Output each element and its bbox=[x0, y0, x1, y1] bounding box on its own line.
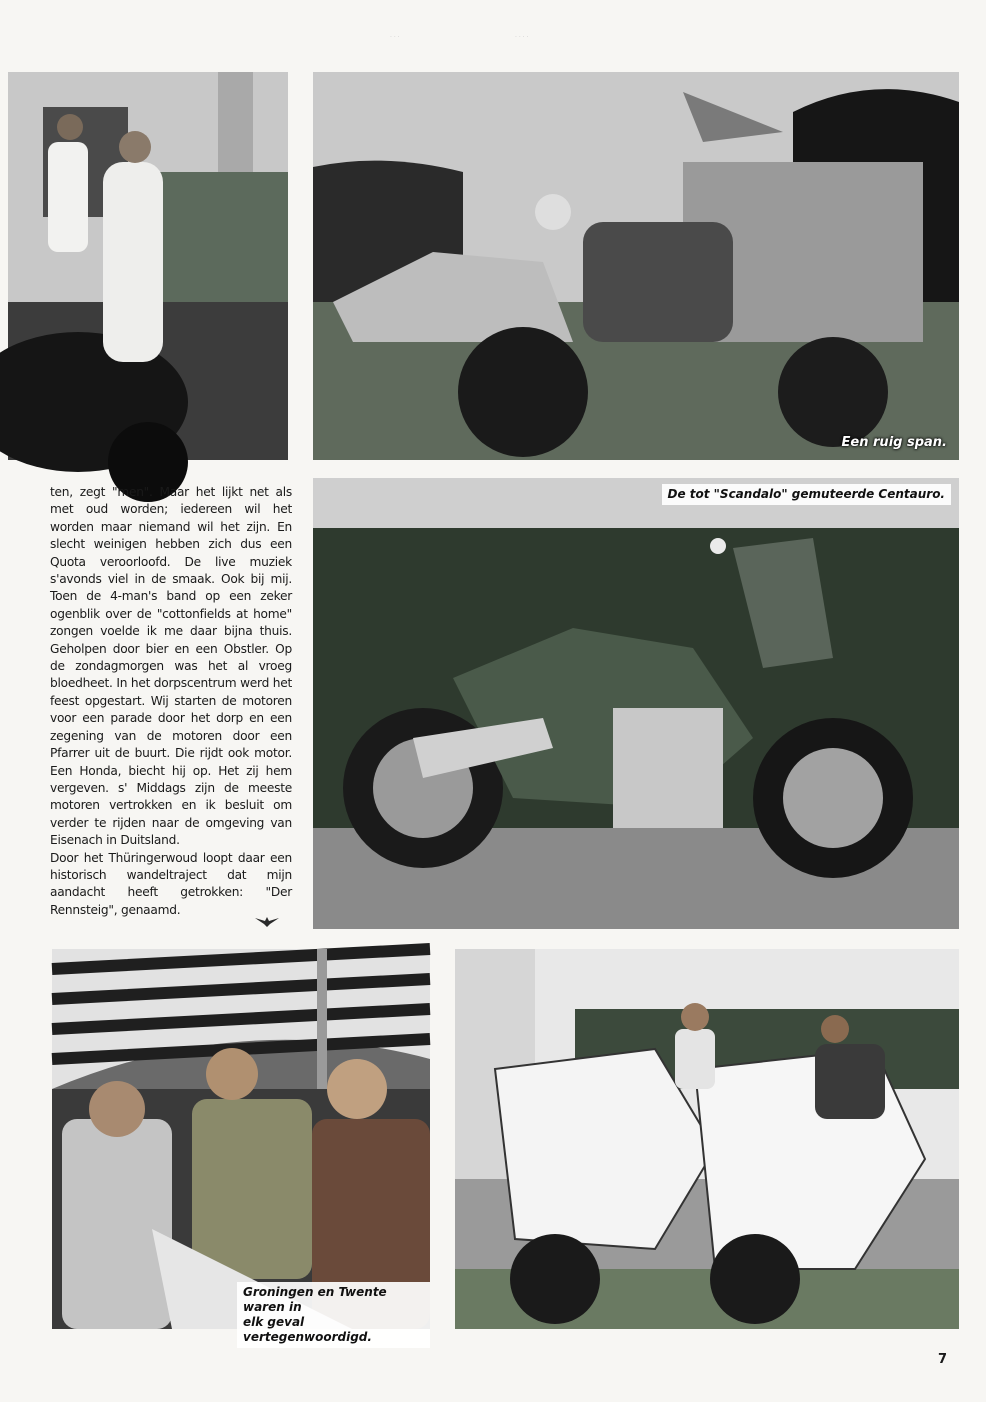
caption-groningen-twente bbox=[237, 1282, 430, 1348]
article-paragraph-1: ten, zegt "men". Maar het lijkt net als met oud worden; iedereen wil het worden maar niemand wil het zijn. En slecht weinigen hebben zich dus een Quota veroorloofd. De live muziek s'avonds viel in de smaak. Ook bij mij. Toen de 4-man's band op een zeker ogenblik over de "cottonfields at home" zongen voelde ik me daar bijna thuis. Geholpen door bier en een Obstler. Op de zondagmorgen was het al vroeg bloedheet. In het dorpscentrum werd het feest opgestart. Wij starten de motoren voor een parade door het dorp en een zegening van de motoren door een Pfarrer uit de buurt. Die rijdt ook motor. Een Honda, biecht hij op. Het zij hem vergeven. s' Middags zijn de meeste motoren vertrokken en ik besluit om verder te rijden naar de omgeving van Eisenach in Duitsland. bbox=[50, 485, 292, 848]
caption-centauro: De tot "Scandalo" gemuteerde Centauro. bbox=[662, 484, 952, 505]
header-faint-left: · · · bbox=[390, 34, 400, 41]
caption-sidecar: Een ruig span. bbox=[841, 435, 947, 450]
photo-groningen-twente bbox=[52, 949, 430, 1344]
page-number: 7 bbox=[938, 1352, 948, 1367]
caption-groningen-line-1: Groningen en Twente waren in bbox=[243, 1285, 387, 1314]
caption-groningen-line-2: elk geval vertegenwoordigd. bbox=[243, 1315, 372, 1344]
photo-centauro bbox=[313, 478, 959, 929]
article-paragraph-2: Door het Thüringerwoud loopt daar een historisch wandeltraject dat mijn aandacht heeft getrokken: "Der Rennsteig", genaamd. bbox=[50, 850, 292, 917]
header-faint-right: · · · · bbox=[515, 34, 529, 41]
photo-priest-blessing bbox=[8, 72, 288, 460]
article-text bbox=[50, 484, 292, 919]
wing-emblem-icon bbox=[254, 913, 280, 927]
photo-sidecar bbox=[313, 72, 959, 460]
photo-gendarmerie-motorcycles bbox=[455, 949, 959, 1329]
